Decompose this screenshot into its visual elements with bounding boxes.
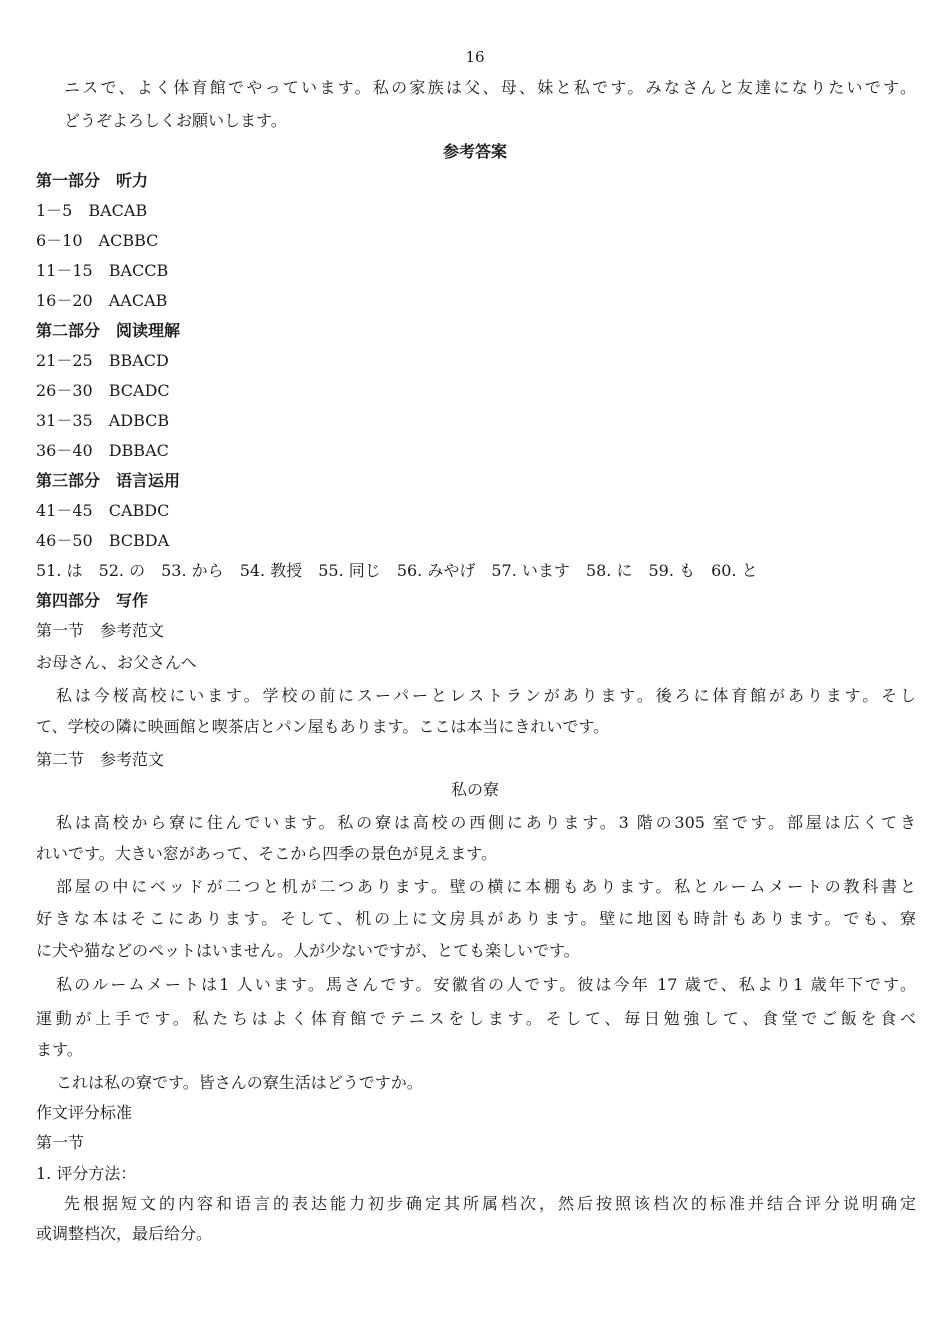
intro-line-1: ニスで、よく体育館でやっています。私の家族は父、母、妹と私です。みなさんと友達になりたいです。 bbox=[64, 78, 916, 97]
essay-line: これは私の寮です。皆さんの寮生活はどうですか。 bbox=[56, 1073, 423, 1092]
answer-row: 21－25 BBACD bbox=[36, 351, 169, 370]
fill-answer: 53. から bbox=[161, 561, 224, 580]
essay-title: 私の寮 bbox=[450, 780, 499, 799]
fill-in-answers-row bbox=[36, 560, 758, 582]
fill-answer: 60. と bbox=[711, 561, 758, 580]
letter-greeting: お母さん、お父さんへ bbox=[36, 653, 197, 672]
grading-heading: 作文评分标准 bbox=[36, 1103, 133, 1122]
essay-line: 運動が上手です。私たちはよく体育館でテニスをします。そして、毎日勉強して、食堂でご飯を食べ bbox=[36, 1009, 916, 1028]
letter-paragraph-line: て、学校の隣に映画館と喫茶店とパン屋もあります。ここは本当にきれいです。 bbox=[36, 717, 610, 736]
essay-line: 私のルームメートは1 人います。馬さんです。安徽省の人です。彼は今年 17 歳で、私より1 歳年下です。 bbox=[56, 975, 916, 994]
answer-row: 6－10 ACBBC bbox=[36, 231, 159, 250]
part4-heading: 第四部分 写作 bbox=[36, 591, 149, 610]
essay-line: 部屋の中にベッドが二つと机が二つあります。壁の横に本棚もあります。私とルームメートの教科書と bbox=[56, 877, 916, 896]
letter-paragraph-line: 私は今桜高校にいます。学校の前にスーパーとレストランがあります。後ろに体育館があります。そし bbox=[56, 686, 916, 705]
grading-description-line: 或调整档次，最后给分。 bbox=[36, 1224, 213, 1243]
part3-heading: 第三部分 语言运用 bbox=[36, 471, 181, 490]
answer-row: 26－30 BCADC bbox=[36, 381, 170, 400]
essay-line: れいです。大きい窓があって、そこから四季の景色が見えます。 bbox=[36, 844, 497, 863]
fill-answer: 52. の bbox=[98, 561, 146, 580]
fill-answer: 58. に bbox=[585, 561, 633, 580]
answer-row: 11－15 BACCB bbox=[36, 261, 169, 280]
grading-method: 1. 评分方法： bbox=[36, 1164, 137, 1183]
intro-line-2: どうぞよろしくお願いします。 bbox=[64, 111, 287, 130]
page-number: 16 bbox=[465, 48, 485, 66]
fill-answer: 57. います bbox=[491, 561, 570, 580]
page-title: 参考答案 bbox=[442, 142, 507, 161]
essay-line: 好きな本はそこにあります。そして、机の上に文房具があります。壁に地図も時計もあります。でも、寮 bbox=[36, 909, 916, 928]
section1-heading: 第一节 参考范文 bbox=[36, 621, 165, 640]
fill-answer: 54. 教授 bbox=[239, 561, 303, 580]
answer-row: 41－45 CABDC bbox=[36, 501, 170, 520]
fill-answer: 56. みやげ bbox=[396, 561, 476, 580]
answer-row: 36－40 DBBAC bbox=[36, 441, 169, 460]
essay-line: に犬や猫などのペットはいません。人が少ないですが、とても楽しいです。 bbox=[36, 941, 580, 960]
section2-heading: 第二节 参考范文 bbox=[36, 750, 165, 769]
answer-row: 16－20 AACAB bbox=[36, 291, 168, 310]
fill-answer: 55. 同じ bbox=[318, 561, 381, 580]
part2-heading: 第二部分 阅读理解 bbox=[36, 321, 181, 340]
part1-heading: 第一部分 听力 bbox=[36, 171, 149, 190]
essay-line: 私は高校から寮に住んでいます。私の寮は高校の西側にあります。3 階の305 室です。部屋は広くてき bbox=[56, 813, 916, 832]
answer-row: 46－50 BCBDA bbox=[36, 531, 170, 550]
answer-row: 31－35 ADBCB bbox=[36, 411, 170, 430]
essay-line: ます。 bbox=[36, 1040, 83, 1059]
fill-answer: 51. は bbox=[36, 561, 83, 580]
fill-answer: 59. も bbox=[648, 561, 696, 580]
answer-row: 1－5 BACAB bbox=[36, 201, 148, 220]
grading-section: 第一节 bbox=[36, 1133, 85, 1152]
grading-description-line: 先根据短文的内容和语言的表达能力初步确定其所属档次，然后按照该档次的标准并结合评分说明确定 bbox=[64, 1194, 916, 1213]
